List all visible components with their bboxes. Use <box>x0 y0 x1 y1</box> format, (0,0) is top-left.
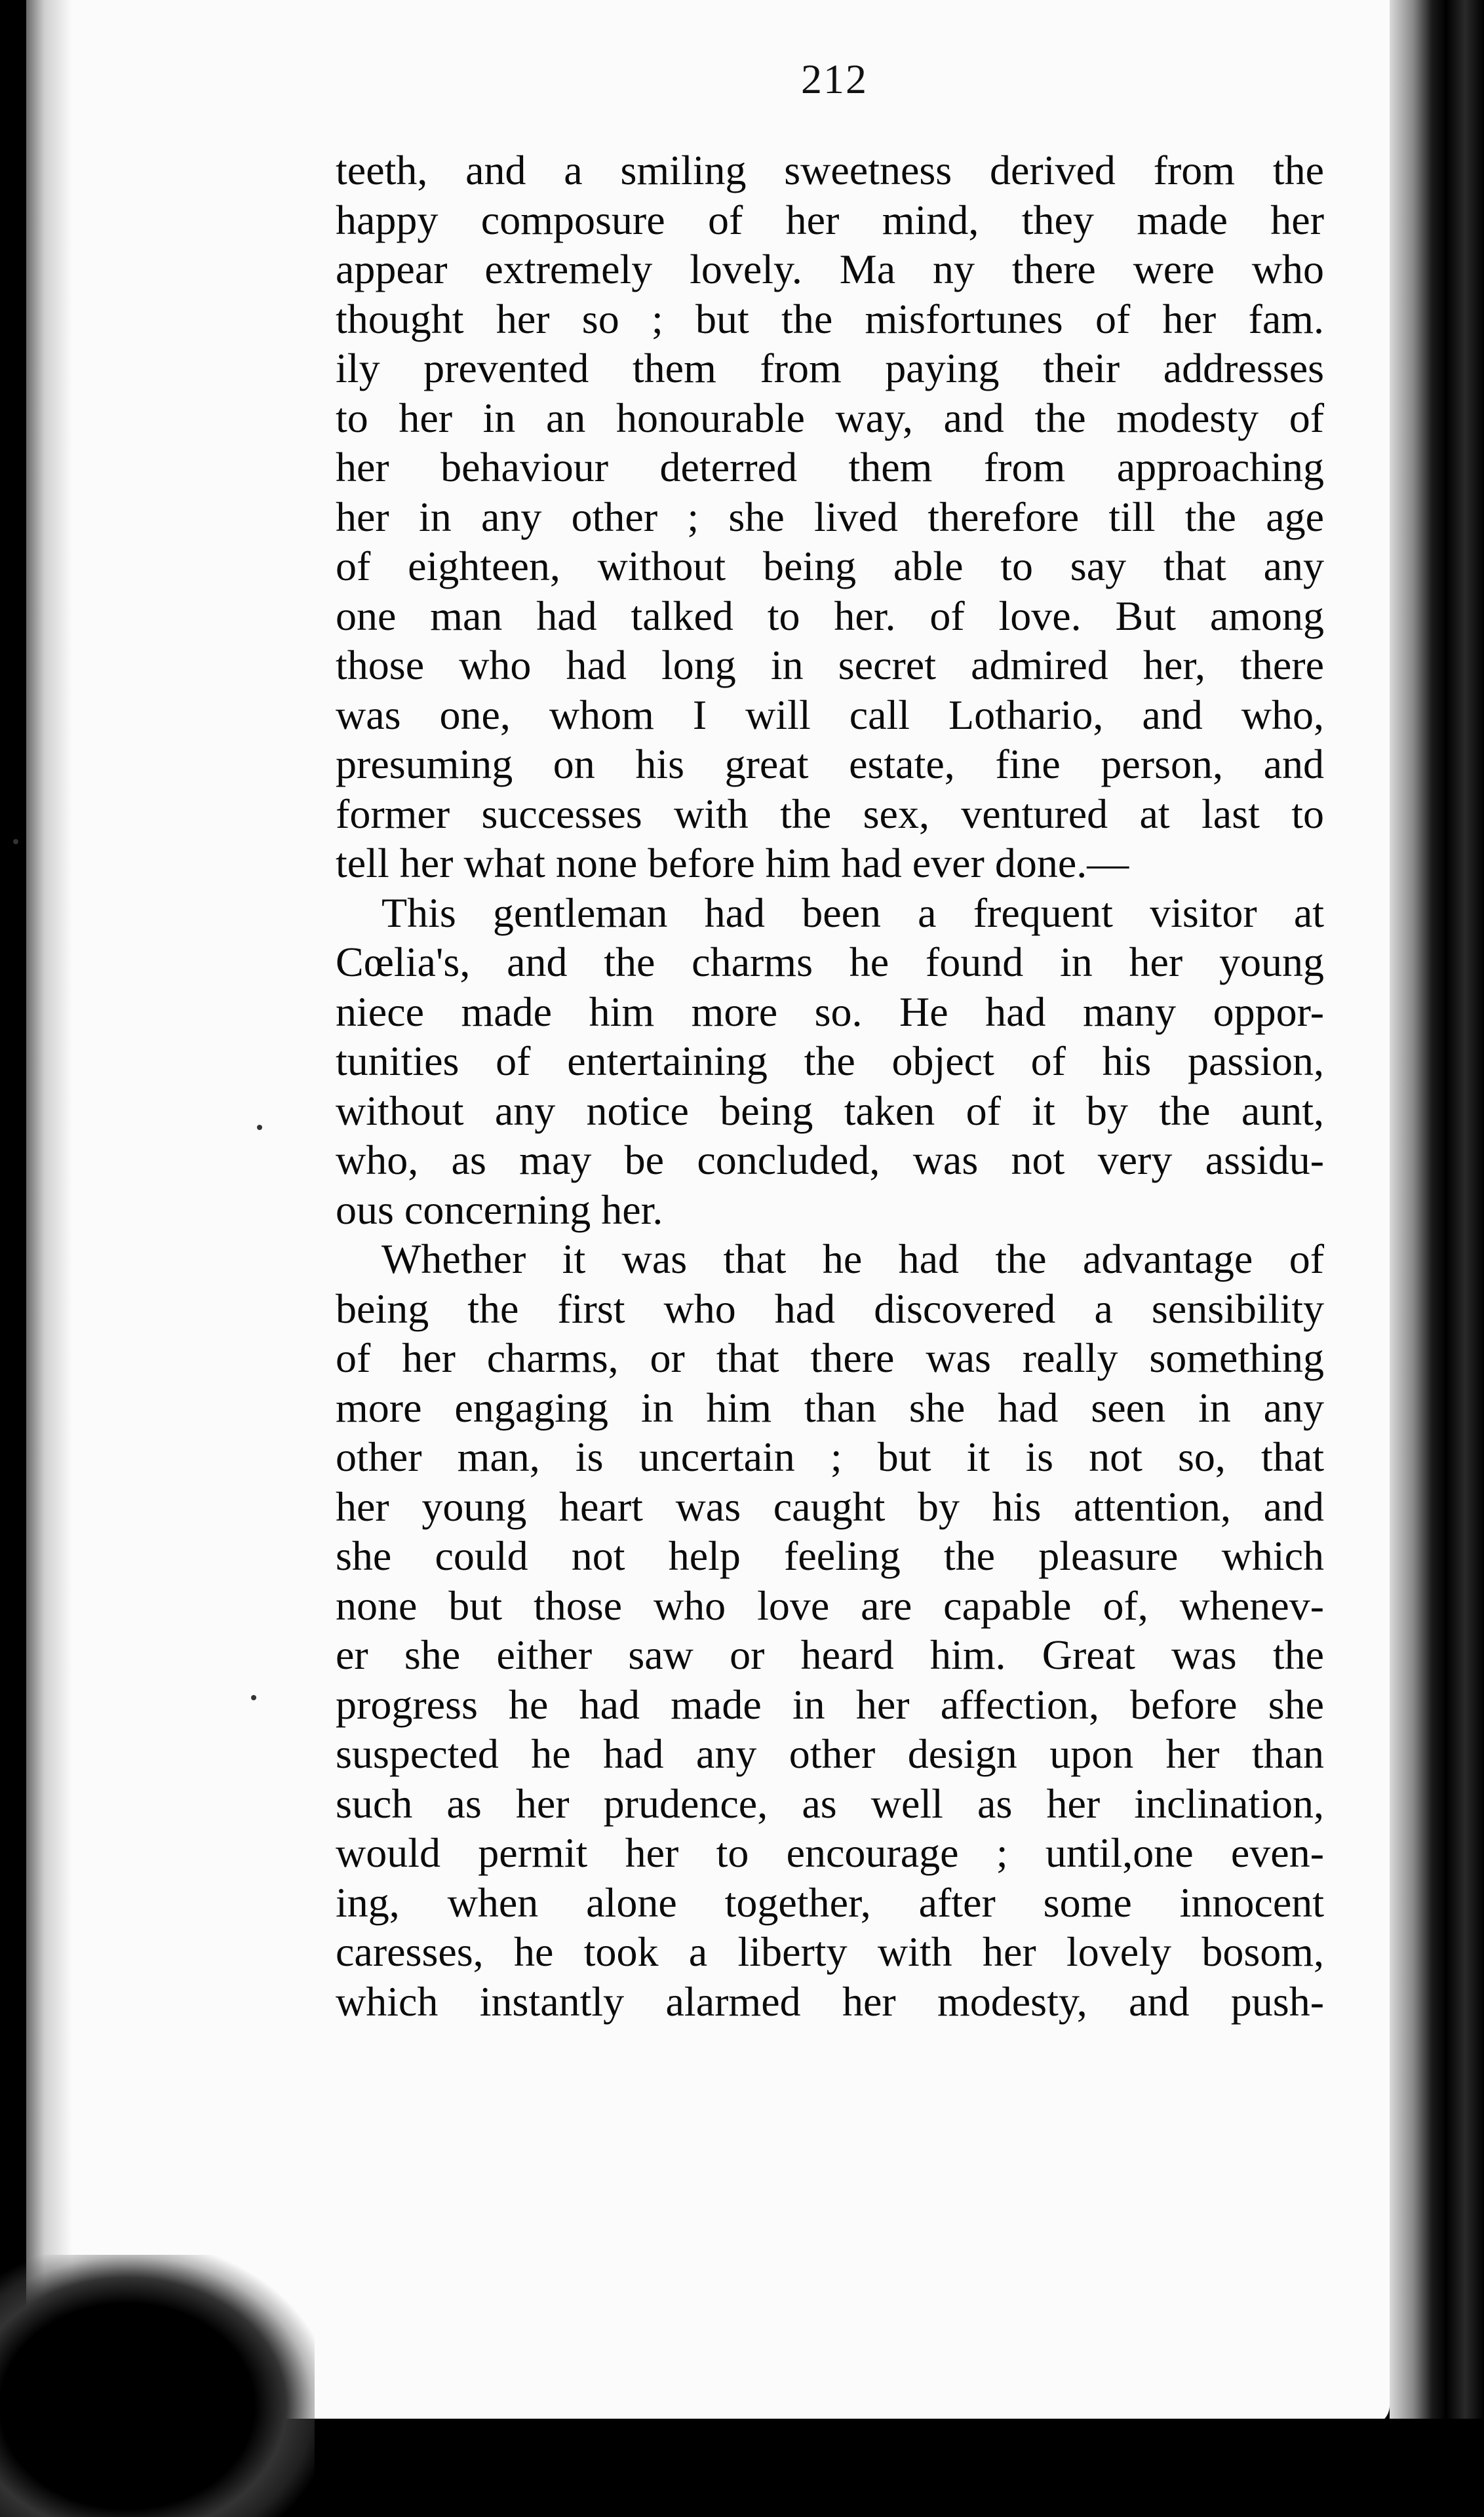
text-line: presuming on his great estate, fine person, and <box>336 741 1324 787</box>
fore-edge <box>1390 0 1484 2517</box>
text-line: appear extremely lovely. Ma ny there were who <box>336 246 1324 292</box>
text-line: thought her so ; but the misfortunes of her fam. <box>336 295 1324 342</box>
text-line: This gentleman had been a frequent visitor at <box>381 889 1324 936</box>
text-line: those who had long in secret admired her, there <box>336 642 1324 688</box>
text-line: progress he had made in her affection, before she <box>336 1681 1324 1728</box>
text-line: ing, when alone together, after some innocent <box>336 1879 1324 1926</box>
text-line: Cœlia's, and the charms he found in her young <box>336 939 1324 985</box>
text-line: none but those who love are capable of, whenev- <box>336 1582 1324 1629</box>
text-line: ous concerning her. <box>336 1186 663 1233</box>
text-line: being the first who had discovered a sensibility <box>336 1285 1324 1332</box>
body-text <box>336 146 1324 2026</box>
text-line: niece made him more so. He had many oppor- <box>336 988 1324 1035</box>
scan-speck <box>251 1695 256 1700</box>
text-line: her behaviour deterred them from approaching <box>336 444 1324 490</box>
page-edge-shading <box>26 0 72 2425</box>
text-line: one man had talked to her. of love. But among <box>336 592 1324 639</box>
thumb-shadow <box>0 2255 315 2517</box>
text-line: such as her prudence, as well as her inclination, <box>336 1780 1324 1827</box>
text-line: who, as may be concluded, was not very assidu- <box>336 1137 1324 1183</box>
text-line: was one, whom I will call Lothario, and who, <box>336 691 1324 738</box>
text-line: teeth, and a smiling sweetness derived from the <box>336 147 1324 193</box>
scan-speck <box>13 839 18 844</box>
text-line: her in any other ; she lived therefore till the age <box>336 493 1324 540</box>
scan-speck <box>257 1125 262 1130</box>
text-line: ily prevented them from paying their addresses <box>336 345 1324 391</box>
text-line: which instantly alarmed her modesty, and push- <box>336 1978 1324 2025</box>
text-line: her young heart was caught by his attention, and <box>336 1483 1324 1530</box>
text-line: former successes with the sex, ventured at last to <box>336 790 1324 837</box>
text-line: tell her what none before him had ever done.— <box>336 840 1129 886</box>
text-line: Whether it was that he had the advantage of <box>381 1236 1324 1282</box>
text-line: more engaging in him than she had seen in any <box>336 1384 1324 1431</box>
text-line: without any notice being taken of it by the aunt, <box>336 1087 1324 1134</box>
text-line: other man, is uncertain ; but it is not so, that <box>336 1434 1324 1480</box>
text-line: tunities of entertaining the object of his passion, <box>336 1038 1324 1084</box>
page-number: 212 <box>801 56 868 102</box>
text-line: caresses, he took a liberty with her lovely bosom, <box>336 1928 1324 1975</box>
text-line: she could not help feeling the pleasure which <box>336 1532 1324 1579</box>
text-line: would permit her to encourage ; until,one even- <box>336 1829 1324 1876</box>
text-line: of her charms, or that there was really something <box>336 1335 1324 1381</box>
text-line: happy composure of her mind, they made her <box>336 196 1324 243</box>
binding-shadow <box>0 0 26 2517</box>
text-line: of eighteen, without being able to say that any <box>336 543 1324 589</box>
text-line: to her in an honourable way, and the modesty of <box>336 394 1324 441</box>
text-line: er she either saw or heard him. Great was the <box>336 1631 1324 1678</box>
text-line: suspected he had any other design upon her than <box>336 1730 1324 1777</box>
